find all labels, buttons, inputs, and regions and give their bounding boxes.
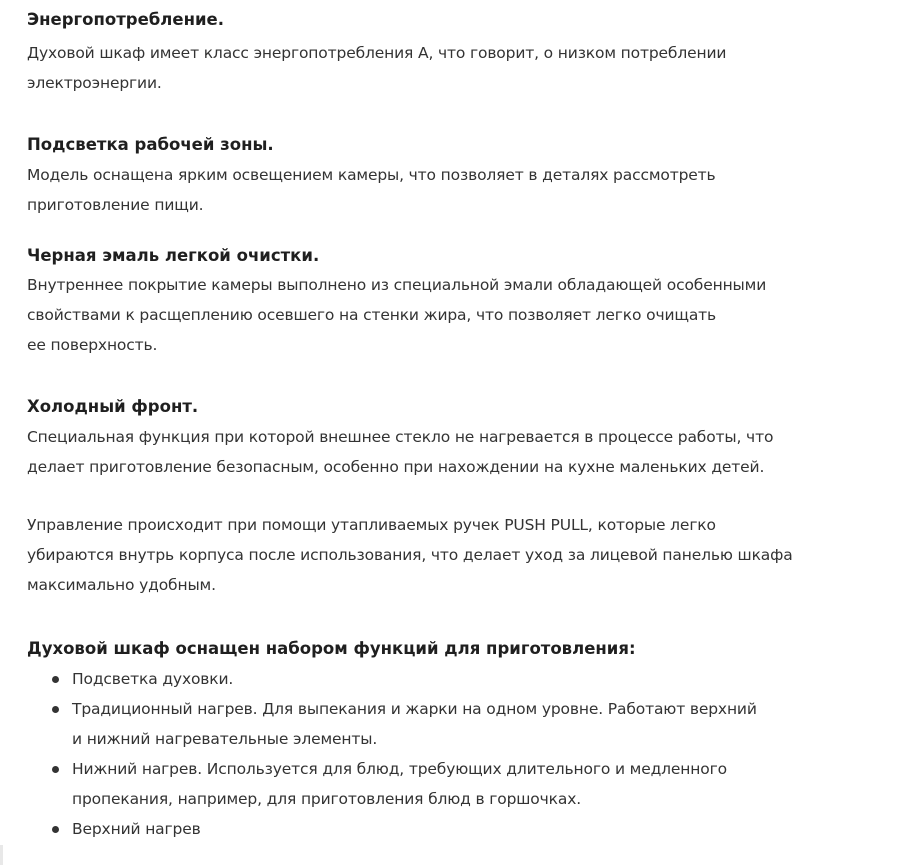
text-line: Внутреннее покрытие камеры выполнено из специальной эмали обладающей особенными	[27, 276, 767, 294]
text-line: приготовление пищи.	[27, 196, 204, 214]
text-line: Управление происходит при помощи утапливаемых ручек PUSH PULL, которые легко	[27, 516, 716, 534]
section-text-cold-front	[27, 422, 917, 482]
text-line: свойствами к расщеплению осевшего на стенки жира, что позволяет легко очищать	[27, 306, 717, 324]
section-title-lighting: Подсветка рабочей зоны.	[27, 135, 274, 154]
list-item	[54, 814, 907, 844]
text-line: электроэнергии.	[27, 74, 162, 92]
text-line: Духовой шкаф имеет класс энергопотребления А, что говорит, о низком потреблении	[27, 44, 727, 62]
text-line: пропекания, например, для приготовления блюд в горшочках.	[72, 790, 581, 808]
functions-title: Духовой шкаф оснащен набором функций для приготовления:	[27, 639, 636, 658]
text-line: Модель оснащена ярким освещением камеры, что позволяет в деталях рассмотреть	[27, 166, 716, 184]
control-paragraph	[27, 510, 917, 600]
list-item	[54, 754, 907, 814]
text-line: Подсветка духовки.	[72, 670, 234, 688]
text-line: делает приготовление безопасным, особенно при нахождении на кухне маленьких детей.	[27, 458, 765, 476]
section-title-cold-front: Холодный фронт.	[27, 397, 199, 416]
section-title-enamel: Черная эмаль легкой очистки.	[27, 246, 320, 265]
text-line: ее поверхность.	[27, 336, 158, 354]
bullet-icon	[52, 766, 59, 773]
text-line: и нижний нагревательные элементы.	[72, 730, 378, 748]
left-edge-marker	[0, 845, 3, 865]
section-title-energy: Энергопотребление.	[27, 10, 224, 29]
section-text-enamel	[27, 270, 917, 360]
text-line: Специальная функция при которой внешнее стекло не нагревается в процессе работы, что	[27, 428, 774, 446]
bullet-icon	[52, 706, 59, 713]
section-text-lighting	[27, 160, 917, 220]
list-item	[54, 664, 907, 694]
section-text-energy	[27, 38, 917, 98]
bullet-icon	[52, 826, 59, 833]
text-line: максимально удобным.	[27, 576, 216, 594]
text-line: Традиционный нагрев. Для выпекания и жарки на одном уровне. Работают верхний	[72, 700, 757, 718]
bullet-icon	[52, 676, 59, 683]
functions-list	[27, 664, 907, 844]
text-line: Нижний нагрев. Используется для блюд, требующих длительного и медленного	[72, 760, 727, 778]
list-item	[54, 694, 907, 754]
text-line: убираются внутрь корпуса после использования, что делает уход за лицевой панелью шкафа	[27, 546, 793, 564]
text-line: Верхний нагрев	[72, 820, 201, 838]
